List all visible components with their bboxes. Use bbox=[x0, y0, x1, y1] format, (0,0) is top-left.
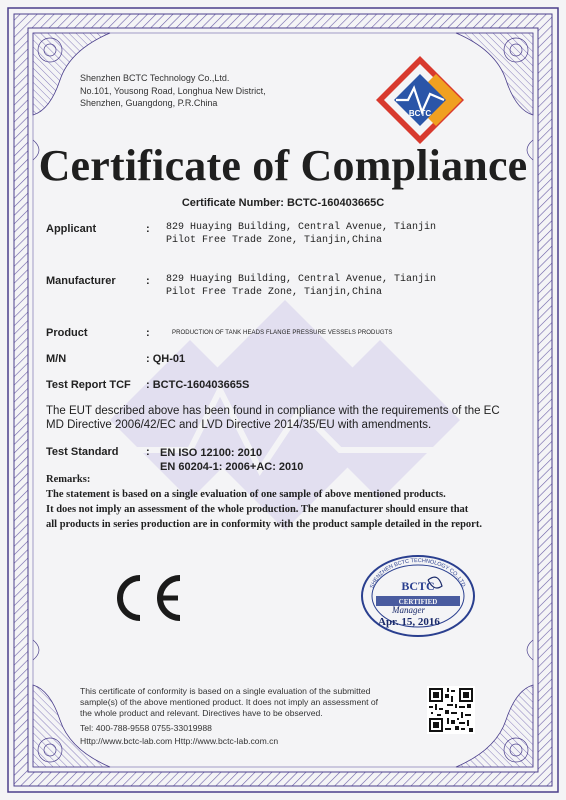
test-standard-line1: EN ISO 12100: 2010 bbox=[160, 447, 263, 459]
applicant-address-line2: Pilot Free Trade Zone, Tianjin,China bbox=[166, 235, 383, 246]
manufacturer-label: Manufacturer bbox=[46, 275, 116, 287]
test-report-value: : BCTC-160403665S bbox=[146, 379, 250, 391]
manufacturer-address-line2: Pilot Free Trade Zone, Tianjin,China bbox=[166, 287, 383, 298]
remarks-heading: Remarks: bbox=[46, 474, 91, 485]
statement-line2: MD Directive 2006/42/EC and LVD Directive 2014/35/EU with amendments. bbox=[46, 419, 432, 431]
applicant-address-line1: 829 Huaying Building, Central Avenue, Tianjin bbox=[166, 222, 437, 233]
applicant-address bbox=[166, 221, 436, 247]
test-report-label: Test Report TCF bbox=[46, 379, 131, 391]
ce-mark bbox=[106, 572, 186, 624]
footer-line2: sample(s) of the above mentioned product. It does not imply an assessment of bbox=[80, 697, 379, 707]
test-standard-colon: : bbox=[146, 446, 150, 458]
manufacturer-colon: : bbox=[146, 275, 150, 287]
bctc-logo bbox=[374, 54, 466, 146]
seal-date: Apr. 15, 2016 bbox=[378, 616, 440, 628]
seal-band-text: CERTIFIED bbox=[398, 598, 438, 606]
issuer-address-line2: Shenzhen, Guangdong, P.R.China bbox=[80, 98, 218, 108]
product-label: Product bbox=[46, 327, 88, 339]
applicant-label: Applicant bbox=[46, 223, 97, 235]
manufacturer-address bbox=[166, 273, 436, 299]
seal-ring-text: SHENZHEN BCTC TECHNOLOGY CO.,LTD. bbox=[369, 557, 467, 590]
issuer-name: Shenzhen BCTC Technology Co.,Ltd. bbox=[80, 73, 230, 83]
issuer-block bbox=[80, 72, 266, 110]
logo-text: BCTC bbox=[408, 109, 432, 118]
seal-center-text: BCTC bbox=[401, 579, 435, 593]
test-standard-line2: EN 60204-1: 2006+AC: 2010 bbox=[160, 461, 304, 473]
statement-line1: The EUT described above has been found in compliance with the requirements of the EC bbox=[46, 405, 500, 417]
remarks-line2: It does not imply an assessment of the whole production. The manufacturer should ensure that bbox=[46, 504, 469, 515]
certificate-number: Certificate Number: BCTC-160403665C bbox=[181, 197, 385, 209]
footer-web: Http://www.bctc-lab.com Http://www.bctc-lab.com.cn bbox=[80, 736, 279, 746]
product-colon: : bbox=[146, 327, 150, 339]
remarks-line1: The statement is based on a single evaluation of one sample of above mentioned products. bbox=[46, 489, 446, 500]
remarks-line3: all products in series production are in conformity with the product sample detailed in the report. bbox=[46, 519, 482, 530]
test-standard-values bbox=[160, 446, 303, 474]
issuer-address-line1: No.101, Yousong Road, Longhua New District, bbox=[80, 85, 266, 96]
seal-signature-role: Manager bbox=[392, 605, 425, 615]
compliance-statement bbox=[46, 404, 526, 432]
footer-line1: This certificate of conformity is based on a single evaluation of the submitted bbox=[80, 686, 371, 696]
mn-label: M/N bbox=[46, 353, 67, 365]
footer-tel: Tel: 400-788-9558 0755-33019988 bbox=[80, 723, 212, 733]
applicant-colon: : bbox=[146, 223, 150, 235]
qr-code bbox=[427, 686, 475, 734]
test-standard-label: Test Standard bbox=[46, 446, 119, 458]
footer-note bbox=[80, 686, 420, 747]
footer-line3: the whole product and relevant. Directives have to be observed. bbox=[80, 708, 323, 718]
manufacturer-address-line1: 829 Huaying Building, Central Avenue, Tianjin bbox=[166, 274, 437, 285]
product-value: PRODUCTION OF TANK HEADS FLANGE PRESSURE VESSELS PRODUGTS bbox=[172, 330, 393, 336]
page-title: Certificate of Compliance bbox=[38, 141, 528, 190]
mn-value: : QH-01 bbox=[146, 353, 186, 365]
remarks-block bbox=[46, 472, 536, 532]
